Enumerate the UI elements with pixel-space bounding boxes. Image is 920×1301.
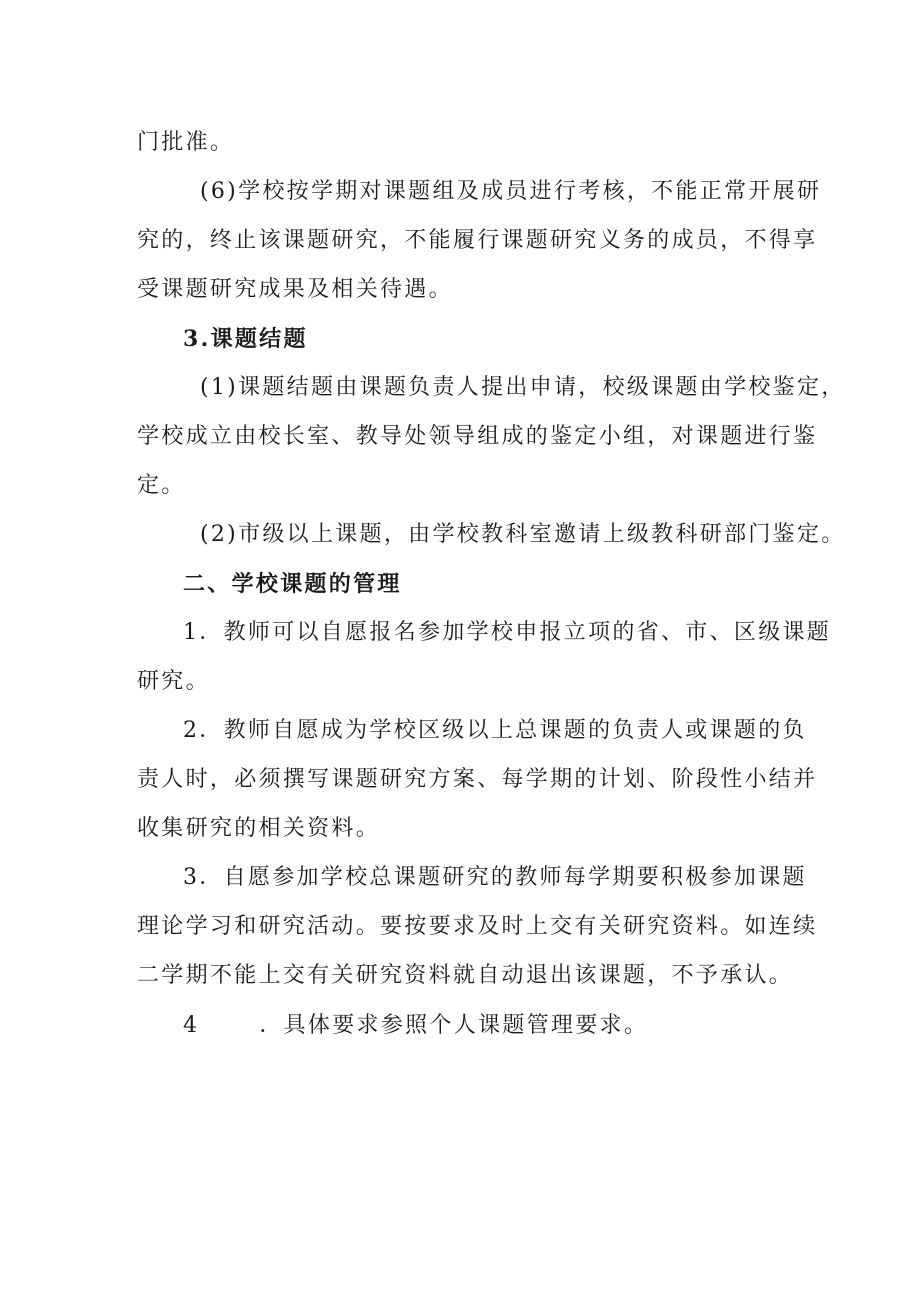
section-heading: 3.课题结题 xyxy=(183,326,308,352)
paragraph-line: 究的，终止该课题研究，不能履行课题研究义务的成员，不得享 xyxy=(137,228,818,253)
paragraph-line: 二学期不能上交有关研究资料就自动退出该课题，不予承认。 xyxy=(137,963,794,988)
paragraph-line: 2．教师自愿成为学校区级以上总课题的负责人或课题的负 xyxy=(183,718,807,743)
paragraph-line: (1)课题结题由课题负责人提出申请，校级课题由学校鉴定， xyxy=(200,375,846,400)
paragraph-line: 收集研究的相关资料。 xyxy=(137,816,381,841)
paragraph-line: 3．自愿参加学校总课题研究的教师每学期要积极参加课题 xyxy=(183,865,807,890)
list-text: ．具体要求参照个人课题管理要求。 xyxy=(259,1013,649,1038)
paragraph-line: 学校成立由校长室、教导处领导组成的鉴定小组，对课题进行鉴 xyxy=(137,424,818,449)
list-number: 4 xyxy=(183,1013,200,1038)
paragraph-line: (2)市级以上课题，由学校教科室邀请上级教科研部门鉴定。 xyxy=(200,522,846,547)
paragraph-line: 责人时，必须撰写课题研究方案、每学期的计划、阶段性小结并 xyxy=(137,767,818,792)
paragraph-line: (6)学校按学期对课题组及成员进行考核，不能正常开展研 xyxy=(200,179,822,204)
paragraph-line: 定。 xyxy=(137,473,186,498)
paragraph-line: 1．教师可以自愿报名参加学校申报立项的省、市、区级课题 xyxy=(183,620,832,645)
paragraph-line: 门批准。 xyxy=(137,130,235,155)
paragraph-line xyxy=(183,1011,648,1041)
paragraph-line: 受课题研究成果及相关待遇。 xyxy=(137,277,453,302)
section-heading: 二、学校课题的管理 xyxy=(183,571,402,597)
paragraph-line: 理论学习和研究活动。要按要求及时上交有关研究资料。如连续 xyxy=(137,914,818,939)
paragraph-line: 研究。 xyxy=(137,669,210,694)
